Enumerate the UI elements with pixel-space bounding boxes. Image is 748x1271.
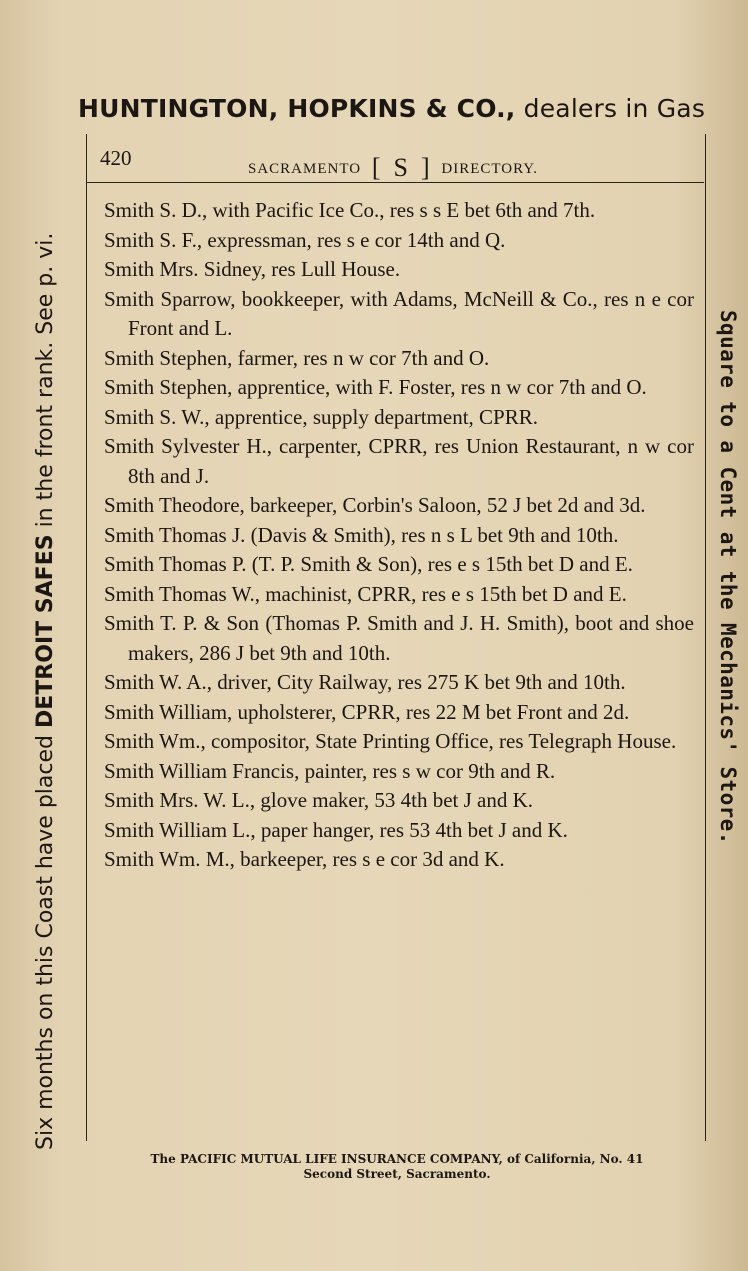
- left-ad-end: in the front rank. See p. vi.: [33, 232, 58, 535]
- directory-entry: Smith Stephen, farmer, res n w cor 7th and O.: [104, 345, 490, 370]
- directory-entry: Smith Thomas W., machinist, CPRR, res e s 15th bet D and E.: [104, 581, 627, 606]
- section-bracket-close: ]: [420, 153, 431, 182]
- header-city: SACRAMENTO: [248, 161, 362, 177]
- footer-line-1: The PACIFIC MUTUAL LIFE INSURANCE COMPANY, of California, No. 41: [150, 1152, 644, 1166]
- directory-entry: Smith Thomas P. (T. P. Smith & Son), res e s 15th bet D and E.: [104, 552, 633, 576]
- page-number: 420: [100, 146, 132, 170]
- directory-entry: Smith Theodore, barkeeper, Corbin's Saloon, 52 J bet 2d and 3d.: [104, 493, 646, 517]
- header-directory: DIRECTORY.: [441, 161, 538, 177]
- directory-entry: Smith S. D., with Pacific Ice Co., res s s E bet 6th and 7th.: [104, 198, 596, 222]
- directory-entry: Smith Thomas J. (Davis & Smith), res n s L bet 9th and 10th.: [104, 522, 619, 547]
- left-side-advertisement: [32, 120, 60, 1150]
- footer-line-2: Second Street, Sacramento.: [303, 1167, 491, 1181]
- section-letter: S: [393, 153, 409, 182]
- directory-entry: Smith S. W., apprentice, supply department, CPRR.: [104, 404, 538, 429]
- directory-entry: Smith William, upholsterer, CPRR, res 22 M bet Front and 2d.: [104, 699, 630, 724]
- top-ad-text: dealers in Gas: [515, 94, 706, 123]
- top-advertisement: [78, 94, 718, 124]
- directory-entry: Smith William L., paper hanger, res 53 4th bet J and K.: [104, 817, 568, 842]
- directory-entry: Smith Mrs. W. L., glove maker, 53 4th bet J and K.: [104, 788, 534, 812]
- section-bracket-open: [: [371, 153, 382, 182]
- directory-entry: Smith Mrs. Sidney, res Lull House.: [104, 257, 401, 281]
- directory-entries: [104, 196, 694, 875]
- directory-entry: Smith W. A., driver, City Railway, res 275 K bet 9th and 10th.: [104, 670, 626, 694]
- footer-advertisement: [92, 1152, 702, 1182]
- left-ad-start: Six months on this Coast have placed: [33, 728, 58, 1150]
- right-side-advertisement: Square to a Cent at the Mechanics' Store.: [716, 310, 740, 845]
- top-ad-company: HUNTINGTON, HOPKINS & CO.,: [78, 94, 516, 123]
- directory-entry: Smith T. P. & Son (Thomas P. Smith and J. H. Smith), boot and shoe makers, 286 J bet 9th and 10th.: [104, 611, 694, 665]
- directory-entry: Smith Sparrow, bookkeeper, with Adams, McNeill & Co., res n e cor Front and L.: [104, 286, 694, 340]
- directory-entry: Smith Wm., compositor, State Printing Office, res Telegraph House.: [104, 729, 677, 753]
- running-title: [248, 150, 538, 180]
- left-ad-brand: DETROIT SAFES: [33, 534, 58, 728]
- directory-entry: Smith Wm. M., barkeeper, res s e cor 3d and K.: [104, 847, 505, 871]
- directory-entry: Smith S. F., expressman, res s e cor 14th and Q.: [104, 227, 506, 252]
- directory-entry: Smith Sylvester H., carpenter, CPRR, res Union Restaurant, n w cor 8th and J.: [104, 434, 694, 488]
- directory-entry: Smith William Francis, painter, res s w cor 9th and R.: [104, 758, 556, 783]
- directory-entry: Smith Stephen, apprentice, with F. Foster, res n w cor 7th and O.: [104, 375, 647, 399]
- running-header: [86, 140, 704, 183]
